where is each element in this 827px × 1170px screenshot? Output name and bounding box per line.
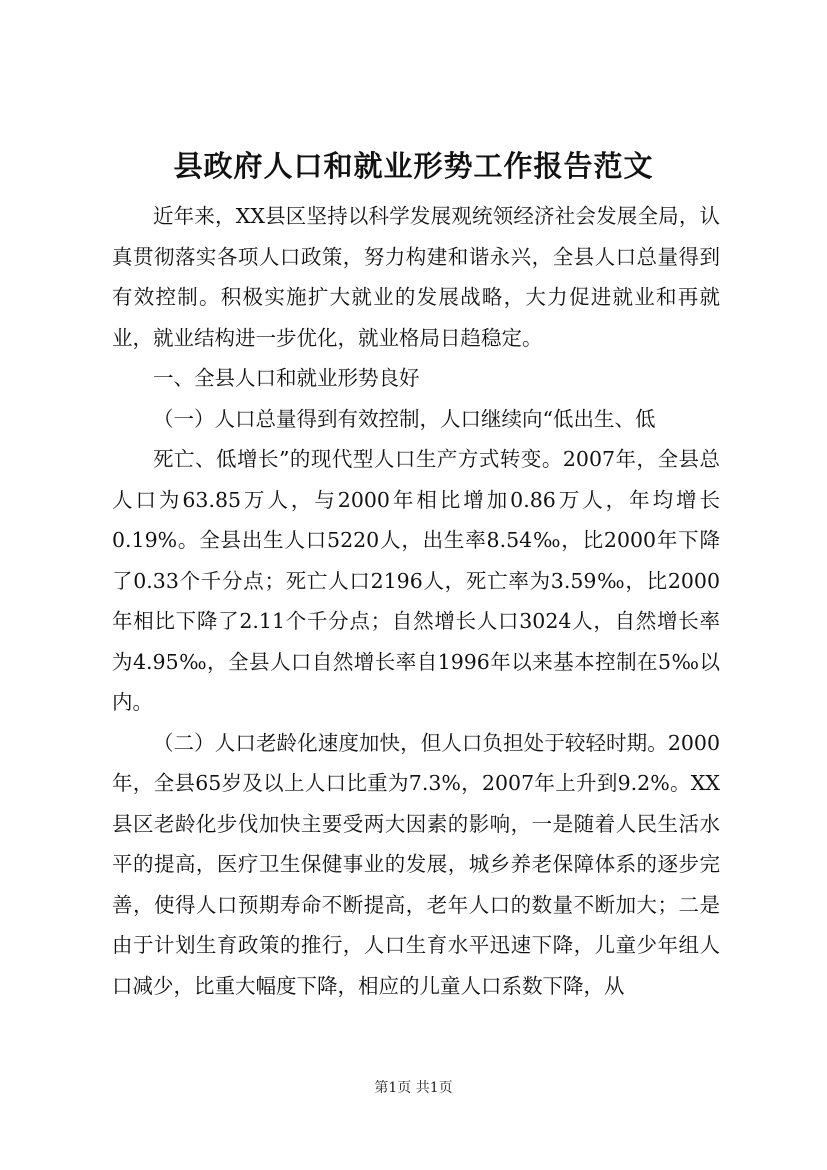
subsection-2-paragraph: （二）人口老龄化速度加快，但人口负担处于较轻时期。2000年，全县65岁及以上人口比重为7.3%，2007年上升到9.2%。XX县区老龄化步伐加快主要受两大因素的影响，一是随着人民生活水平的提高，医疗卫生保健事业的发展，城乡养老保障体系的逐步完善，使得人口预期寿命不断提高，老年人口的数量不断加大；二是由于计划生育政策的推行，人口生育水平迅速下降，儿童少年组人口减少，比重大幅度下降，相应的儿童人口系数下降，从: [112, 730, 720, 998]
intro-paragraph: 近年来，XX县区坚持以科学发展观统领经济社会发展全局，认真贯彻落实各项人口政策，努力构建和谐永兴，全县人口总量得到有效控制。积极实施扩大就业的发展战略，大力促进就业和再就业，就业结构进一步优化，就业格局日趋稳定。: [112, 204, 720, 350]
subsection-1-lead: （一）人口总量得到有效控制，人口继续向“低出生、低: [153, 406, 656, 431]
document-title: 县政府人口和就业形势工作报告范文: [173, 149, 654, 183]
page-footer: 第1页 共1页: [374, 1080, 453, 1096]
subsection-1-body: 死亡、低增长”的现代型人口生产方式转变。2007年，全县总人口为63.85万人，与2000年相比增加0.86万人，年均增长0.19%。全县出生人口5220人，出生率8.54‰，比2000年下降了0.33个千分点；死亡人口2196人，死亡率为3.59‰，比2000年相比下降了2.11个千分点；自然增长人口3024人，自然增长率为4.95‰，全县人口自然增长率自1996年以来基本控制在5‰以内。: [112, 447, 720, 714]
section-heading: 一、全县人口和就业形势良好: [153, 366, 420, 390]
document-body: [112, 196, 720, 1006]
